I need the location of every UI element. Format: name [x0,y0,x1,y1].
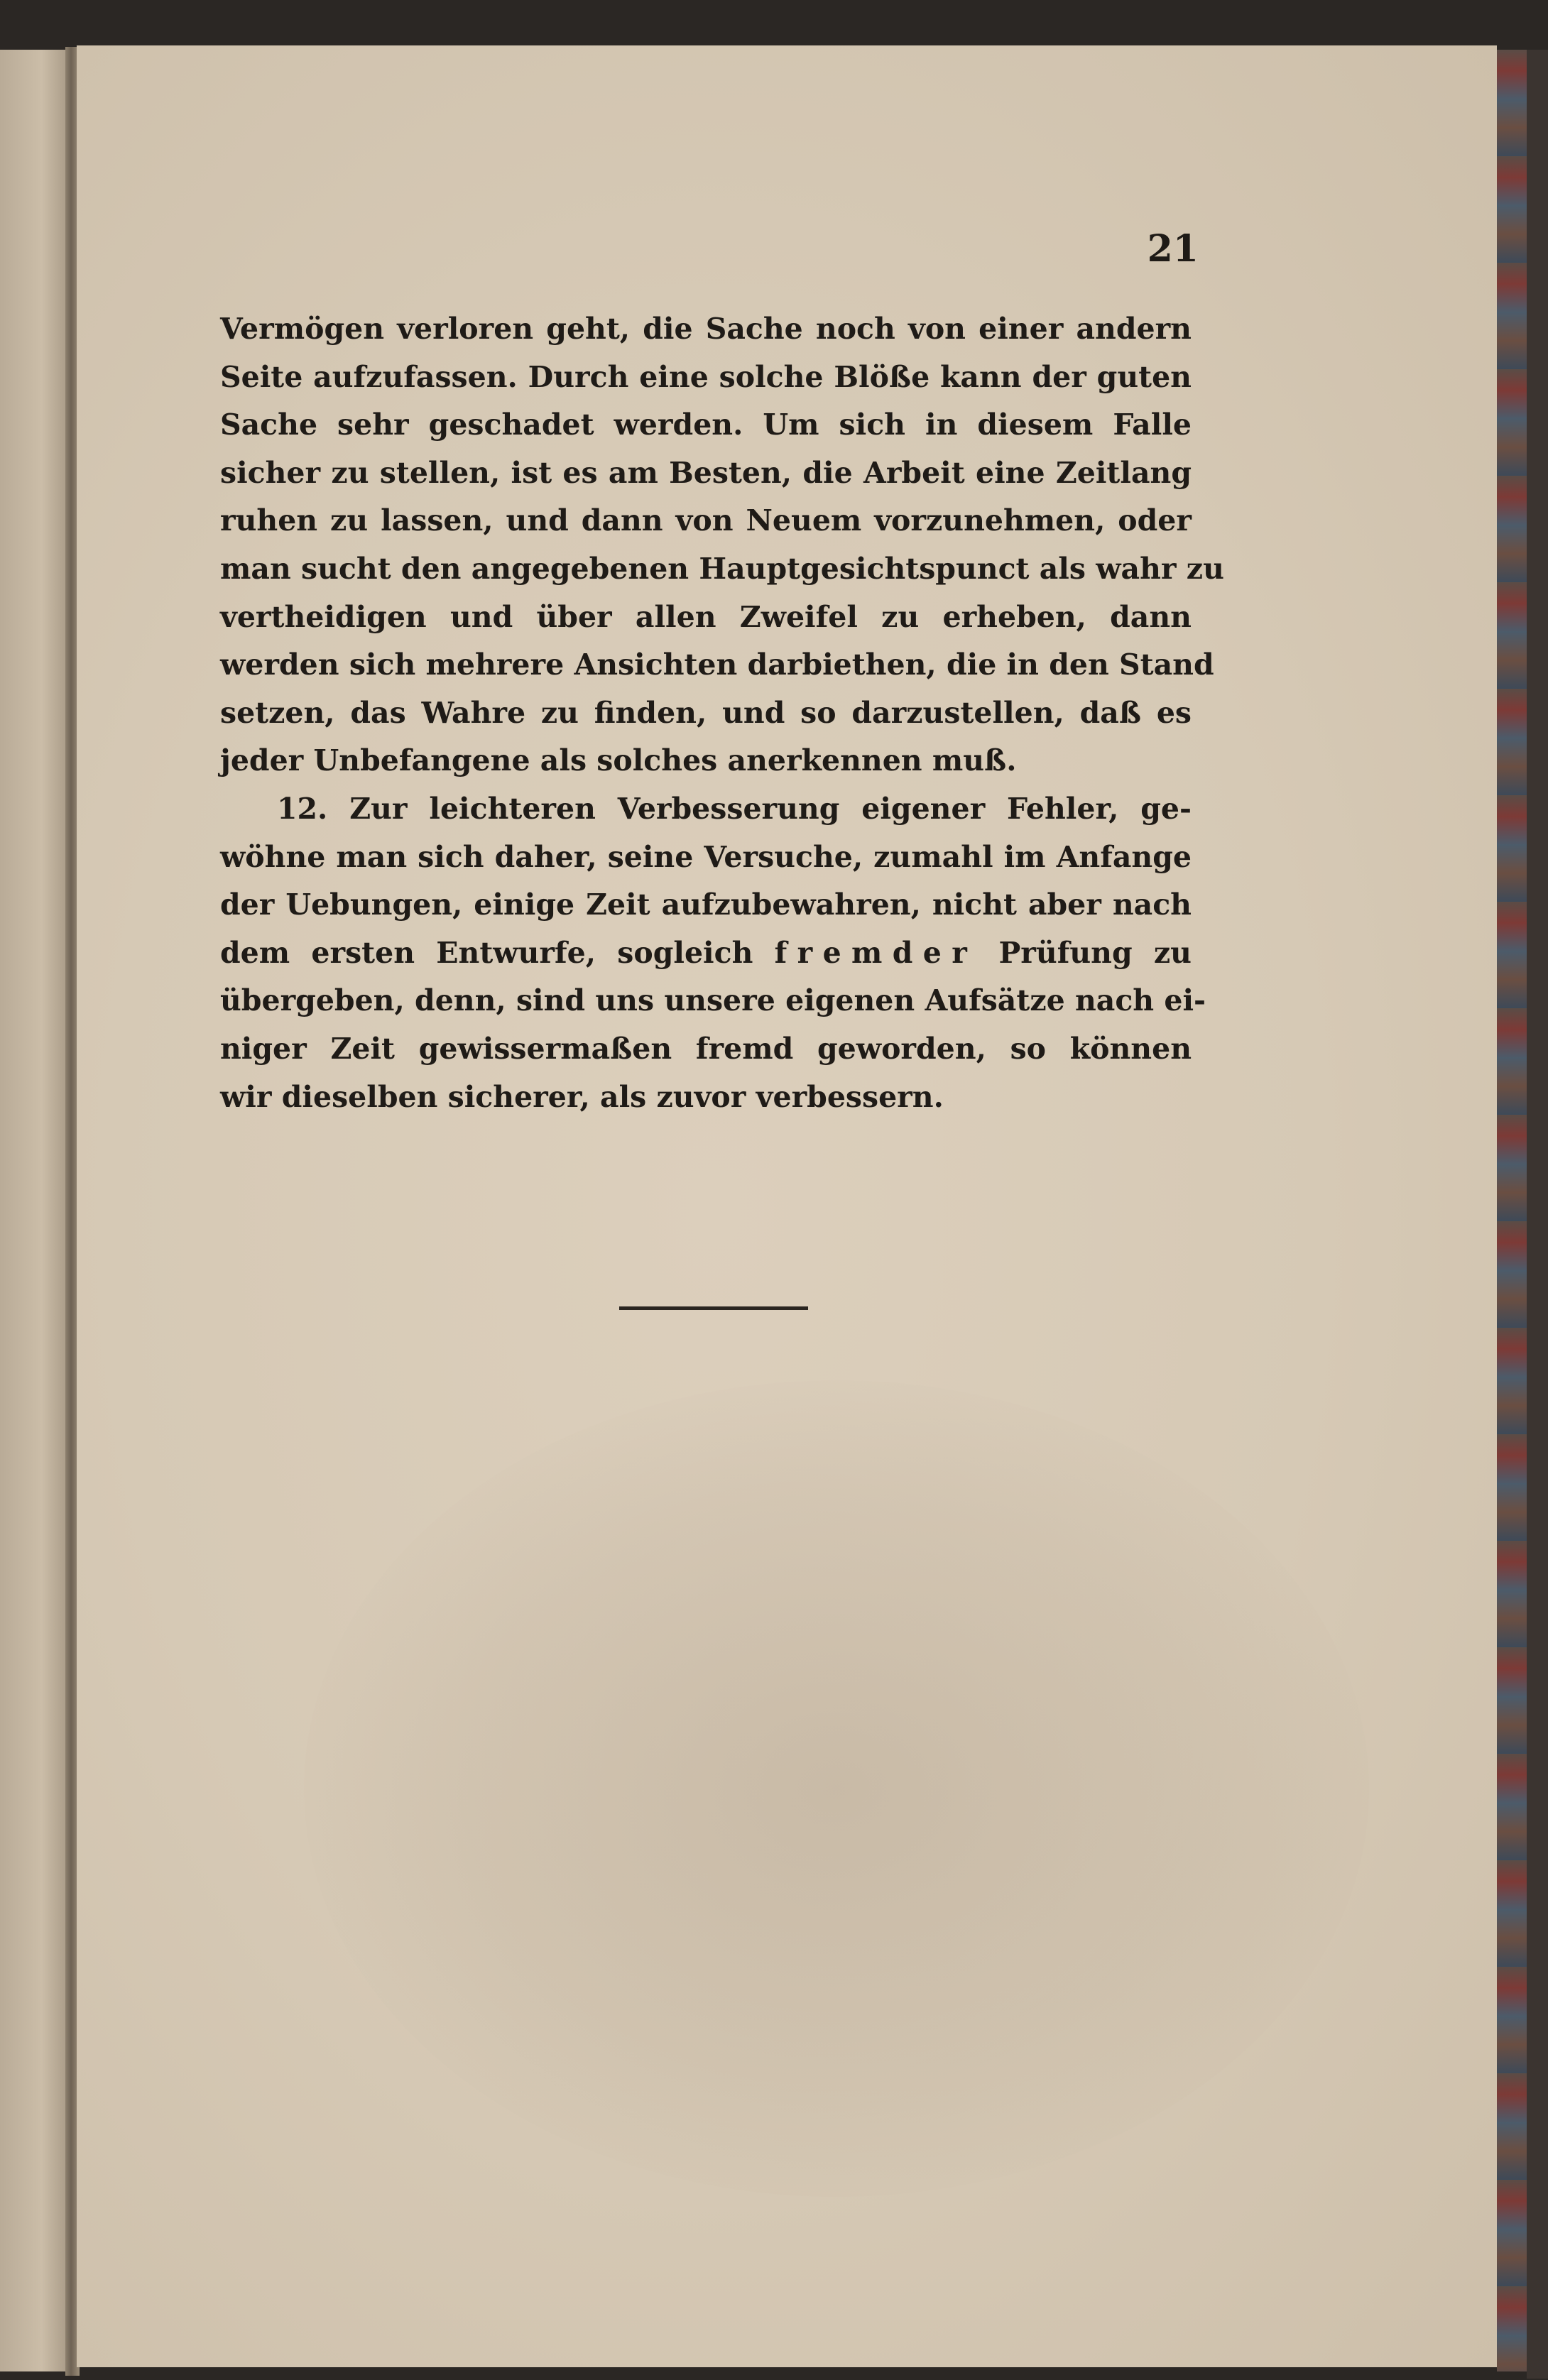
page-body [220,305,1224,1121]
text-line: wöhne man sich daher, seine Versuche, zumahl im Anfange [220,839,1192,874]
paragraph-2 [220,785,1206,1121]
paper-stain [304,1380,1369,2197]
text-line: jeder Unbefangene als solches anerkennen muß. [220,743,1017,778]
spaced-emphasis: fremder [774,935,978,970]
text-line: niger Zeit gewissermaßen fremd geworden, so können [220,1031,1192,1066]
page-number: 21 [1147,227,1199,271]
section-divider-rule [619,1306,808,1310]
text-line: wir dieselben sicherer, als zuvor verbessern. [220,1079,944,1114]
line-end: Prüfung zu [998,935,1192,970]
line-start: dem ersten Entwurfe, sogleich [220,935,753,970]
text-line: 12. Zur leichteren Verbesserung eigener Fehler, ge- [277,791,1192,826]
text-line: Vermögen verloren geht, die Sache noch von einer andern [220,312,1192,346]
text-line: Seite aufzufassen. Durch eine solche Blöße kann der guten [220,359,1192,394]
text-line: ruhen zu lassen, und dann von Neuem vorzunehmen, oder [220,503,1192,538]
paragraph-1 [220,305,1224,785]
text-line: man sucht den angegebenen Hauptgesichtspunct als wahr zu [220,551,1224,586]
text-line-with-emphasis [220,929,1192,978]
text-line: werden sich mehrere Ansichten darbiethen, die in den Stand [220,648,1214,682]
marbled-page-edges [1497,50,1527,2371]
facing-page-edge [0,50,70,2371]
text-line: vertheidigen und über allen Zweifel zu erheben, dann [220,599,1192,634]
book-cover-edge [1527,50,1548,2379]
text-line: setzen, das Wahre zu finden, und so darzustellen, daß es [220,695,1192,730]
text-line: der Uebungen, einige Zeit aufzubewahren, nicht aber nach [220,888,1192,922]
text-line: Sache sehr geschadet werden. Um sich in diesem Falle [220,408,1192,442]
text-line: sicher zu stellen, ist es am Besten, die Arbeit eine Zeitlang [220,455,1192,490]
text-line: übergeben, denn, sind uns unsere eigenen Aufsätze nach ei- [220,983,1206,1018]
